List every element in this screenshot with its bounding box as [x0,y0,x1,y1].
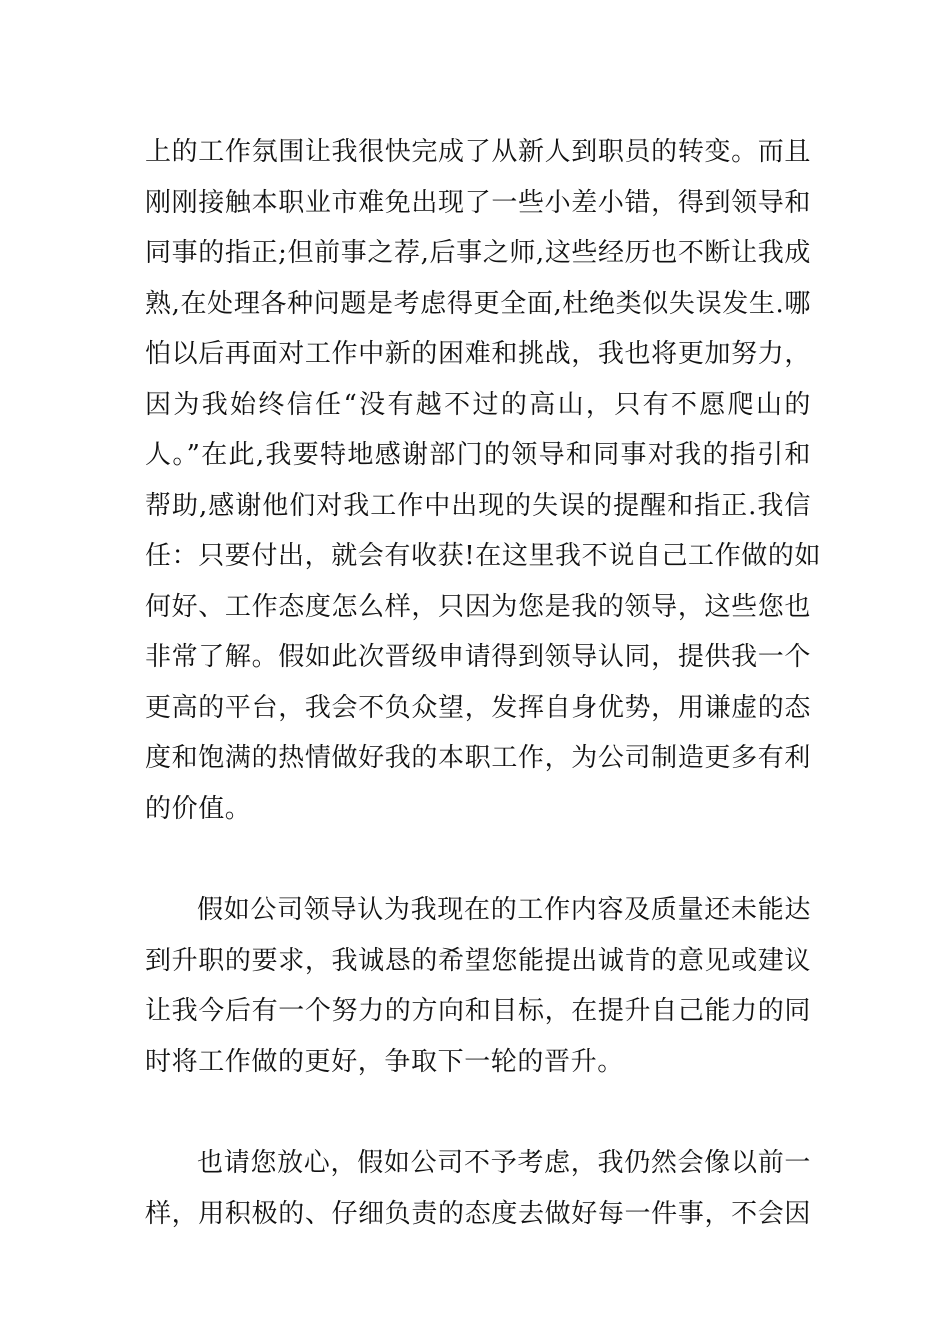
text-line: 度和饱满的热情做好我的本职工作，为公司制造更多有利 [145,743,811,773]
text-line: 上的工作氛围让我很快完成了从新人到职员的转变。而且 [145,137,811,167]
paragraph-3 [145,1138,811,1239]
text-line: 同事的指正;但前事之荐,后事之师,这些经历也不断让我成 [145,238,811,268]
document-body [145,127,822,1239]
text-line: 人。”在此,我要特地感谢部门的领导和同事对我的指引和 [145,440,811,470]
text-line: 样，用积极的、仔细负责的态度去做好每一件事，不会因 [145,1198,811,1229]
paragraph-2 [145,885,811,1087]
text-line: 任：只要付出，就会有收获!在这里我不说自己工作做的如 [145,541,822,571]
text-line: 何好、工作态度怎么样，只因为您是我的领导，这些您也 [145,591,811,622]
text-line: 熟,在处理各种问题是考虑得更全面,杜绝类似失误发生.哪 [145,288,811,319]
text-line: 帮助,感谢他们对我工作中出现的失误的提醒和指正.我信 [145,490,811,521]
text-line: 刚刚接触本职业市难免出现了一些小差小错，得到领导和 [145,187,811,218]
text-line: 非常了解。假如此次晋级申请得到领导认同，提供我一个 [145,642,811,672]
text-line: 怕以后再面对工作中新的困难和挑战，我也将更加努力， [145,339,811,369]
text-line: 到升职的要求，我诚恳的希望您能提出诚肯的意见或建议 [145,945,811,976]
paragraph-1 [145,127,822,834]
text-line: 让我今后有一个努力的方向和目标，在提升自己能力的同 [145,996,811,1026]
text-line: 也请您放心，假如公司不予考虑，我仍然会像以前一 [197,1148,811,1178]
text-line: 因为我始终信任“没有越不过的高山，只有不愿爬山的 [145,389,811,420]
text-line: 更高的平台，我会不负众望，发挥自身优势，用谦虚的态 [145,692,811,723]
text-line: 的价值。 [145,793,252,824]
text-line: 时将工作做的更好，争取下一轮的晋升。 [145,1046,624,1077]
text-line: 假如公司领导认为我现在的工作内容及质量还未能达 [197,895,811,925]
